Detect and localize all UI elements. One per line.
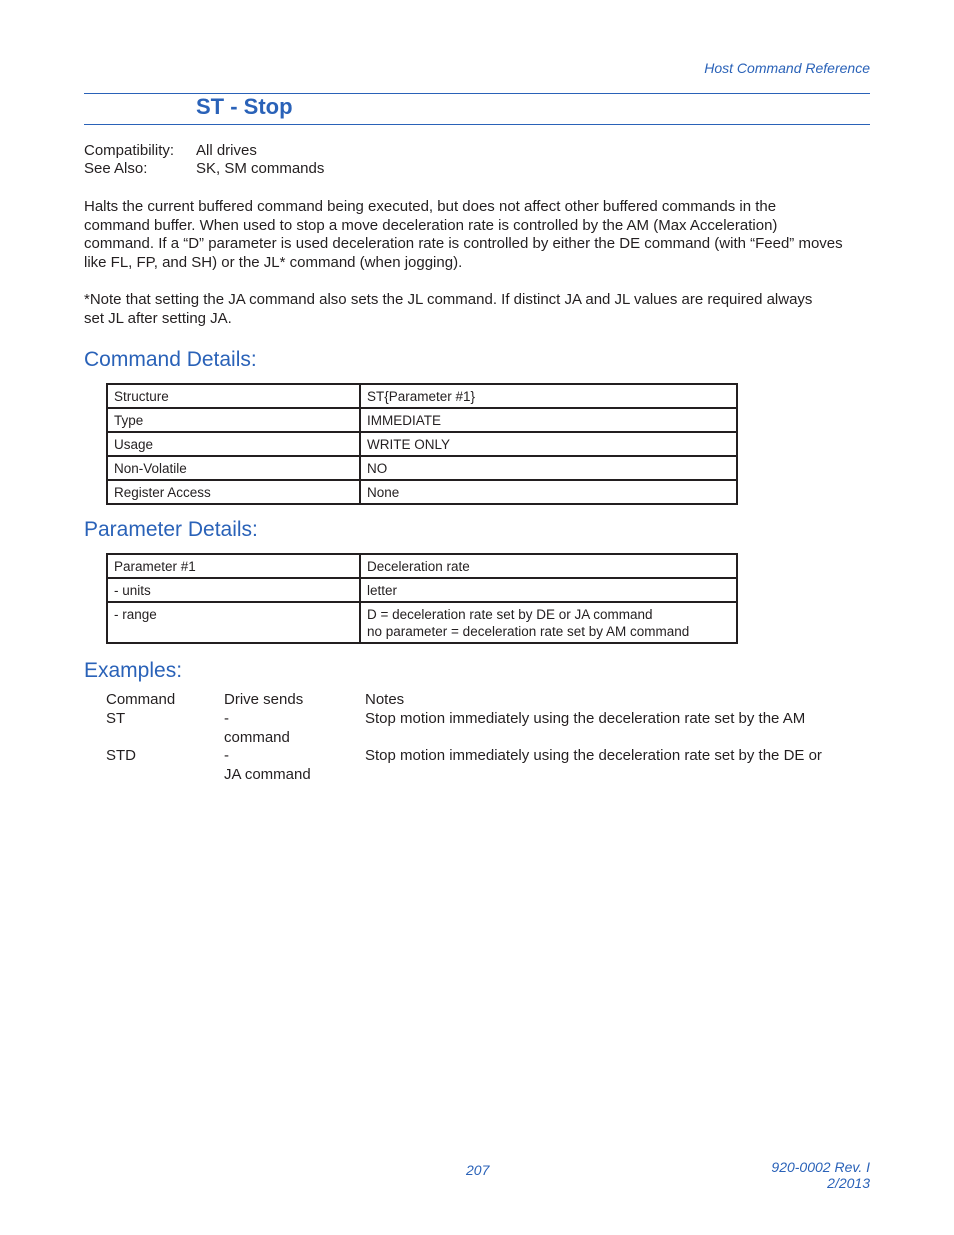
table-cell-label: Type [107, 408, 360, 432]
example-notes: Stop motion immediately using the deceleration rate set by the AM [365, 710, 806, 727]
example-drive-sends-line: JA command [224, 765, 311, 783]
parameter-details-table [106, 553, 738, 644]
description-line: command. If a “D” parameter is used deceleration rate is controlled by either the DE command (with “Feed” moves [84, 235, 843, 253]
compatibility-label: Compatibility: [84, 142, 175, 159]
table-cell-value: NO [360, 456, 737, 480]
parameter-details-heading: Parameter Details: [84, 518, 258, 541]
table-row [107, 578, 737, 602]
description-line: like FL, FP, and SH) or the JL* command (when jogging). [84, 254, 463, 272]
table-row [107, 456, 737, 480]
examples-col-drive-sends: Drive sends [224, 691, 304, 708]
range-line: no parameter = deceleration rate set by AM command [367, 624, 690, 639]
table-row [107, 602, 737, 643]
description-line: command buffer. When used to stop a move deceleration rate is controlled by the AM (Max Acceleration) [84, 216, 778, 234]
page-title: ST - Stop [196, 94, 293, 119]
table-cell-value: WRITE ONLY [360, 432, 737, 456]
example-drive-sends-line: command [224, 728, 290, 746]
table-row [107, 554, 737, 578]
table-cell-value [360, 602, 737, 643]
page-number: 207 [466, 1162, 490, 1178]
running-header: Host Command Reference [704, 60, 870, 76]
table-row [107, 384, 737, 408]
examples-heading: Examples: [84, 659, 183, 682]
example-command: STD [106, 747, 136, 764]
example-drive-sends-line: - [224, 710, 229, 727]
table-cell-value: IMMEDIATE [360, 408, 737, 432]
table-row [107, 408, 737, 432]
table-row [107, 480, 737, 504]
examples-col-command: Command [106, 691, 176, 708]
example-notes: Stop motion immediately using the deceleration rate set by the DE or [365, 747, 822, 764]
table-cell-label: Structure [107, 384, 360, 408]
table-cell-value: letter [360, 578, 737, 602]
example-command: ST [106, 710, 126, 727]
compatibility-value: All drives [196, 142, 257, 159]
command-details-heading: Command Details: [84, 348, 257, 371]
table-cell-label: Non-Volatile [107, 456, 360, 480]
table-row [107, 432, 737, 456]
table-cell-label: Register Access [107, 480, 360, 504]
title-rule-bottom [84, 124, 870, 125]
table-cell-value: None [360, 480, 737, 504]
table-cell-value: ST{Parameter #1} [360, 384, 737, 408]
example-drive-sends [224, 710, 290, 747]
doc-revision [771, 1159, 870, 1191]
table-cell-label: - range [107, 602, 360, 643]
doc-number: 920-0002 Rev. I [771, 1159, 870, 1175]
table-cell-label: - units [107, 578, 360, 602]
description-paragraph [84, 198, 874, 273]
see-also-label: See Also: [84, 160, 148, 177]
table-cell-value: Deceleration rate [360, 554, 737, 578]
see-also-value: SK, SM commands [196, 160, 325, 177]
doc-date: 2/2013 [827, 1175, 870, 1191]
note-paragraph [84, 291, 874, 328]
note-line: *Note that setting the JA command also sets the JL command. If distinct JA and JL values are required always [84, 291, 813, 308]
examples-col-notes: Notes [365, 691, 405, 708]
example-drive-sends-line: - [224, 747, 229, 764]
command-details-table [106, 383, 738, 505]
table-cell-label: Usage [107, 432, 360, 456]
table-cell-label: Parameter #1 [107, 554, 360, 578]
description-line: Halts the current buffered command being executed, but does not affect other buffered commands in the [84, 198, 777, 215]
example-drive-sends [224, 747, 311, 784]
note-line: set JL after setting JA. [84, 309, 232, 327]
range-line: D = deceleration rate set by DE or JA command [367, 607, 653, 622]
